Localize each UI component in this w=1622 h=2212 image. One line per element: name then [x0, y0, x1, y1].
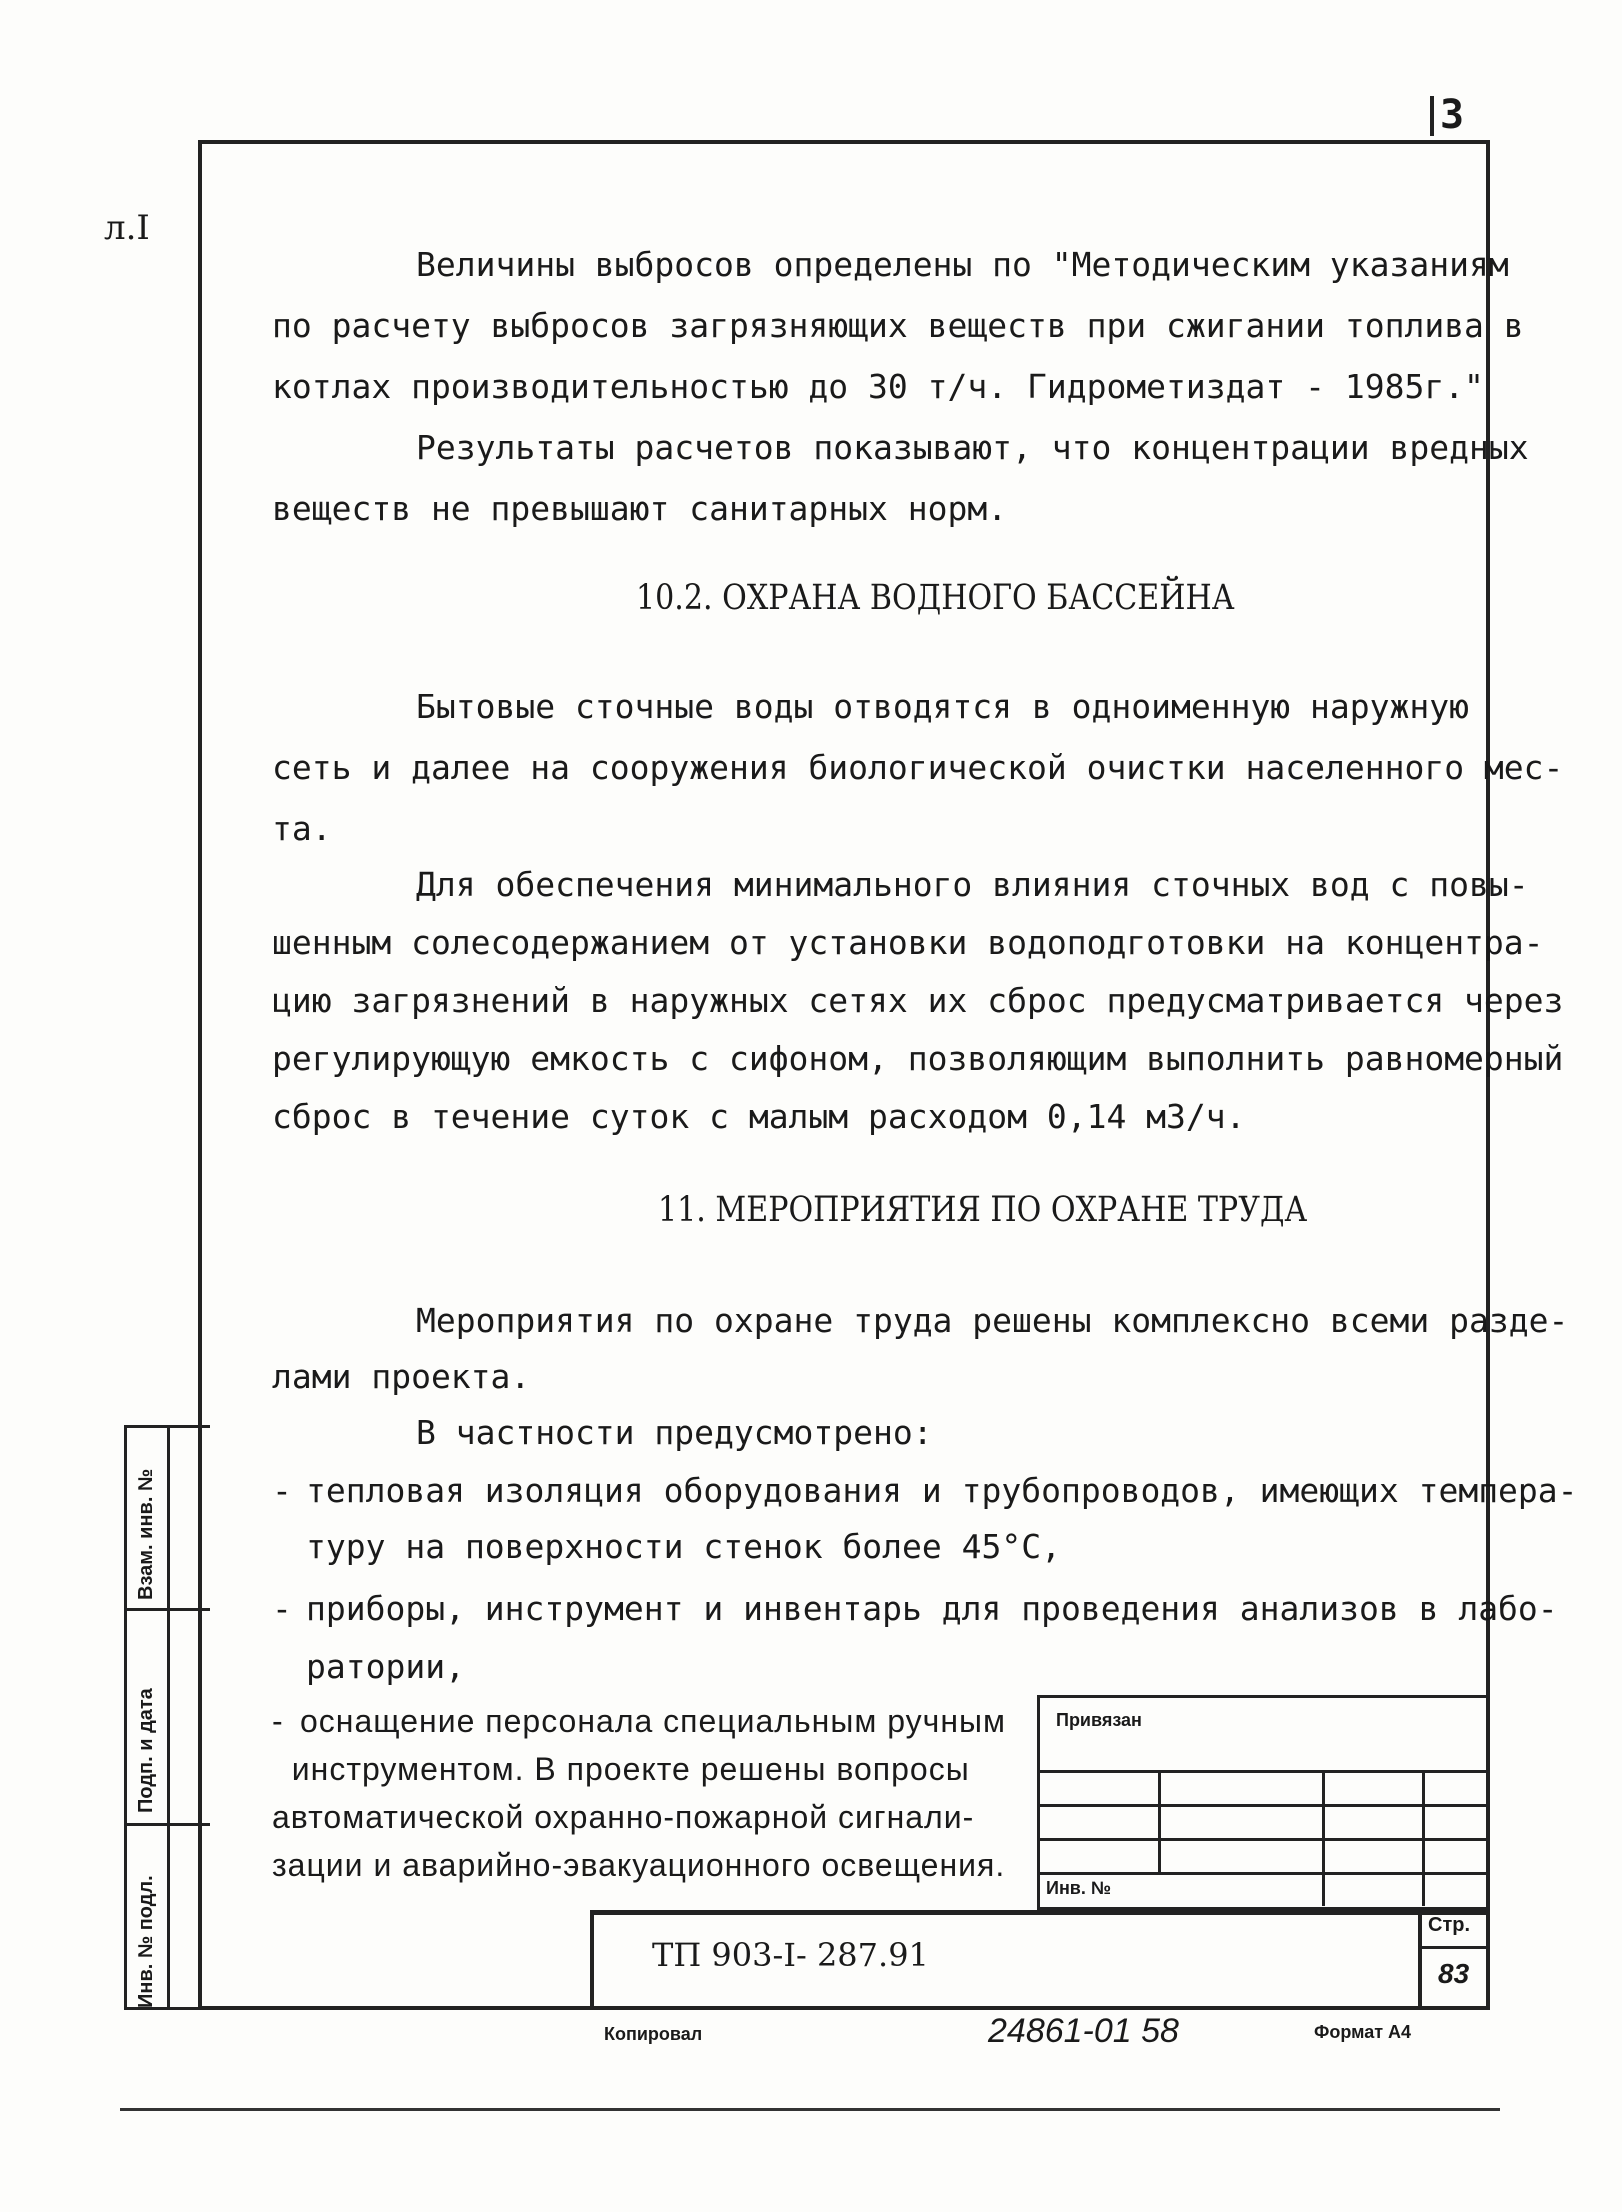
- title-block-row: [1040, 1872, 1487, 1875]
- sheet-mark: л.I: [104, 208, 150, 248]
- side-label: Инв. № подл.: [135, 1875, 157, 2008]
- paragraph-line: Для обеспечения минимального влияния сточных вод с повы-: [416, 865, 1529, 904]
- paragraph-line: регулирующую емкость с сифоном, позволяющим выполнить равномерный: [272, 1039, 1564, 1078]
- list-item-line: туру на поверхности стенок более 45°С,: [306, 1527, 1061, 1566]
- side-stamp-row: [127, 1608, 210, 1611]
- list-item-line: инструментом. В проекте решены вопросы: [272, 1751, 970, 1787]
- title-block-row: [1040, 1838, 1487, 1841]
- list-dash: -: [272, 1471, 292, 1510]
- paragraph-line: Величины выбросов определены по "Методическим указаниям: [416, 245, 1509, 284]
- section-heading: 11. МЕРОПРИЯТИЯ ПО ОХРАНЕ ТРУДА: [658, 1190, 1308, 1230]
- section-heading: 10.2. ОХРАНА ВОДНОГО БАССЕЙНА: [636, 578, 1235, 618]
- corner-tick: [1430, 96, 1434, 136]
- title-block: [1037, 1695, 1490, 1910]
- side-label: Подп. и дата: [135, 1688, 157, 1813]
- document-code: ТП 903-I- 287.91: [652, 1936, 929, 1974]
- paragraph-line: та.: [272, 809, 332, 848]
- paragraph-line: лами проекта.: [272, 1357, 531, 1396]
- page-number-box: [1418, 1910, 1490, 2010]
- list-item-line: ратории,: [306, 1647, 465, 1686]
- paragraph-line: сброс в течение суток с малым расходом 0,14 м3/ч.: [272, 1097, 1246, 1136]
- list-item-line: зации и аварийно-эвакуационного освещения.: [272, 1847, 1006, 1883]
- list-dash: -: [272, 1703, 284, 1739]
- title-block-col: [1422, 1770, 1425, 1906]
- paragraph-line: веществ не превышают санитарных норм.: [272, 489, 1008, 528]
- list-item-line: приборы, инструмент и инвентарь для проведения анализов в лабо-: [306, 1589, 1558, 1628]
- paragraph-line: сеть и далее на сооружения биологической очистки населенного мес-: [272, 748, 1564, 787]
- bottom-rule: [120, 2108, 1500, 2111]
- title-block-row: [1040, 1770, 1487, 1773]
- page-label: Стр.: [1428, 1914, 1471, 1936]
- side-label: Взам. инв. №: [135, 1468, 157, 1600]
- corner-page-number: 3: [1440, 92, 1465, 138]
- inv-label: Инв. №: [1046, 1878, 1111, 1898]
- side-stamp-divider: [167, 1428, 170, 2007]
- format-label: Формат А4: [1314, 2022, 1412, 2042]
- paragraph-line: котлах производительностью до 30 т/ч. Гидрометиздат - 1985г.": [272, 367, 1484, 406]
- title-block-row: [1040, 1804, 1487, 1807]
- paragraph-line: В частности предусмотрено:: [416, 1413, 933, 1452]
- paragraph-line: Бытовые сточные воды отводятся в одноименную наружную: [416, 687, 1469, 726]
- copied-by-label: Копировал: [604, 2024, 703, 2044]
- side-stamp-row: [127, 1823, 210, 1826]
- page-number: 83: [1438, 1958, 1470, 1989]
- list-dash: -: [272, 1589, 292, 1628]
- side-stamp: [124, 1425, 210, 2010]
- handwritten-number: 24861-01 58: [988, 2012, 1179, 2050]
- paragraph-line: Мероприятия по охране труда решены комплексно всеми разде-: [416, 1301, 1569, 1340]
- list-item-line: оснащение персонала специальным ручным: [300, 1703, 1006, 1739]
- list-item-line: тепловая изоляция оборудования и трубопроводов, имеющих темпера-: [306, 1471, 1578, 1510]
- primenen-label: Привязан: [1056, 1710, 1142, 1730]
- paragraph-line: цию загрязнений в наружных сетях их сброс предусматривается через: [272, 981, 1564, 1020]
- page-number-divider: [1422, 1946, 1490, 1949]
- paragraph-line: Результаты расчетов показывают, что концентрации вредных: [416, 428, 1529, 467]
- paragraph-line: шенным солесодержанием от установки водоподготовки на концентра-: [272, 923, 1544, 962]
- list-item-line: автоматической охранно-пожарной сигнали-: [272, 1799, 975, 1835]
- paragraph-line: по расчету выбросов загрязняющих веществ при сжигании топлива в: [272, 306, 1524, 345]
- title-block-col: [1322, 1770, 1325, 1906]
- title-block-col: [1158, 1770, 1161, 1872]
